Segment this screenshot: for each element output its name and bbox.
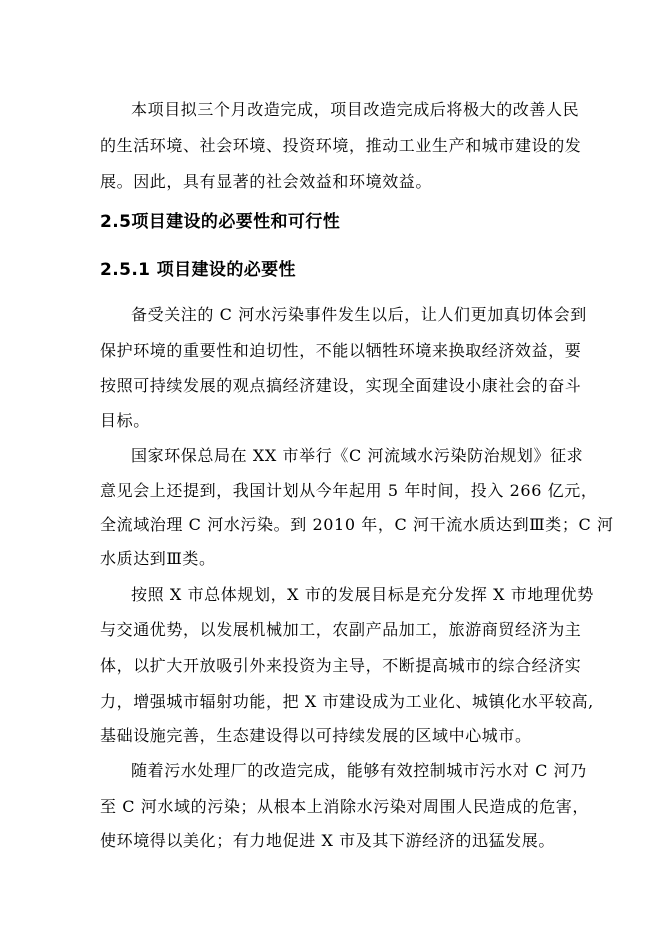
paragraph-2-line-2: 保护环境的重要性和迫切性，不能以牺牲环境来换取经济效益，要 bbox=[100, 341, 582, 360]
paragraph-3-line-1: 国家环保总局在 XX 市举行《C 河流域水污染防治规划》征求 bbox=[131, 446, 584, 465]
paragraph-2-line-4: 目标。 bbox=[100, 411, 150, 430]
paragraph-3-line-2: 意见会上还提到，我国计划从今年起用 5 年时间，投入 266 亿元， bbox=[100, 481, 598, 500]
paragraph-2-line-3: 按照可持续发展的观点搞经济建设，实现全面建设小康社会的奋斗 bbox=[100, 376, 582, 395]
subsection-heading: 2.5.1 项目建设的必要性 bbox=[100, 260, 296, 280]
paragraph-3-line-4: 水质达到Ⅲ类。 bbox=[100, 549, 216, 568]
section-heading: 2.5项目建设的必要性和可行性 bbox=[100, 212, 341, 232]
paragraph-1-line-3: 展。因此，具有显著的社会效益和环境效益。 bbox=[100, 172, 433, 191]
paragraph-4-line-5: 基础设施完善，生态建设得以可持续发展的区域中心城市。 bbox=[100, 726, 532, 745]
paragraph-2-line-1: 备受关注的 C 河水污染事件发生以后，让人们更加真切体会到 bbox=[131, 305, 587, 324]
paragraph-5-line-1: 随着污水处理厂的改造完成，能够有效控制城市污水对 C 河乃 bbox=[131, 761, 587, 780]
paragraph-4-line-4: 力，增强城市辐射功能，把 X 市建设成为工业化、城镇化水平较高, bbox=[100, 692, 594, 711]
paragraph-4-line-2: 与交通优势，以发展机械加工，农副产品加工，旅游商贸经济为主 bbox=[100, 620, 582, 639]
paragraph-4-line-3: 体，以扩大开放吸引外来投资为主导，不断提高城市的综合经济实 bbox=[100, 656, 582, 675]
paragraph-5-line-2: 至 C 河水域的污染；从根本上消除水污染对周围人民造成的危害， bbox=[100, 797, 590, 816]
paragraph-5-line-3: 使环境得以美化；有力地促进 X 市及其下游经济的迅猛发展。 bbox=[100, 831, 555, 850]
paragraph-3-line-3: 全流域治理 C 河水污染。到 2010 年，C 河干流水质达到Ⅲ类；C 河 bbox=[100, 515, 614, 534]
paragraph-1-line-2: 的生活环境、社会环境、投资环境，推动工业生产和城市建设的发 bbox=[100, 136, 582, 155]
paragraph-1-line-1: 本项目拟三个月改造完成，项目改造完成后将极大的改善人民 bbox=[131, 100, 580, 119]
paragraph-4-line-1: 按照 X 市总体规划，X 市的发展目标是充分发挥 X 市地理优势 bbox=[131, 585, 594, 604]
